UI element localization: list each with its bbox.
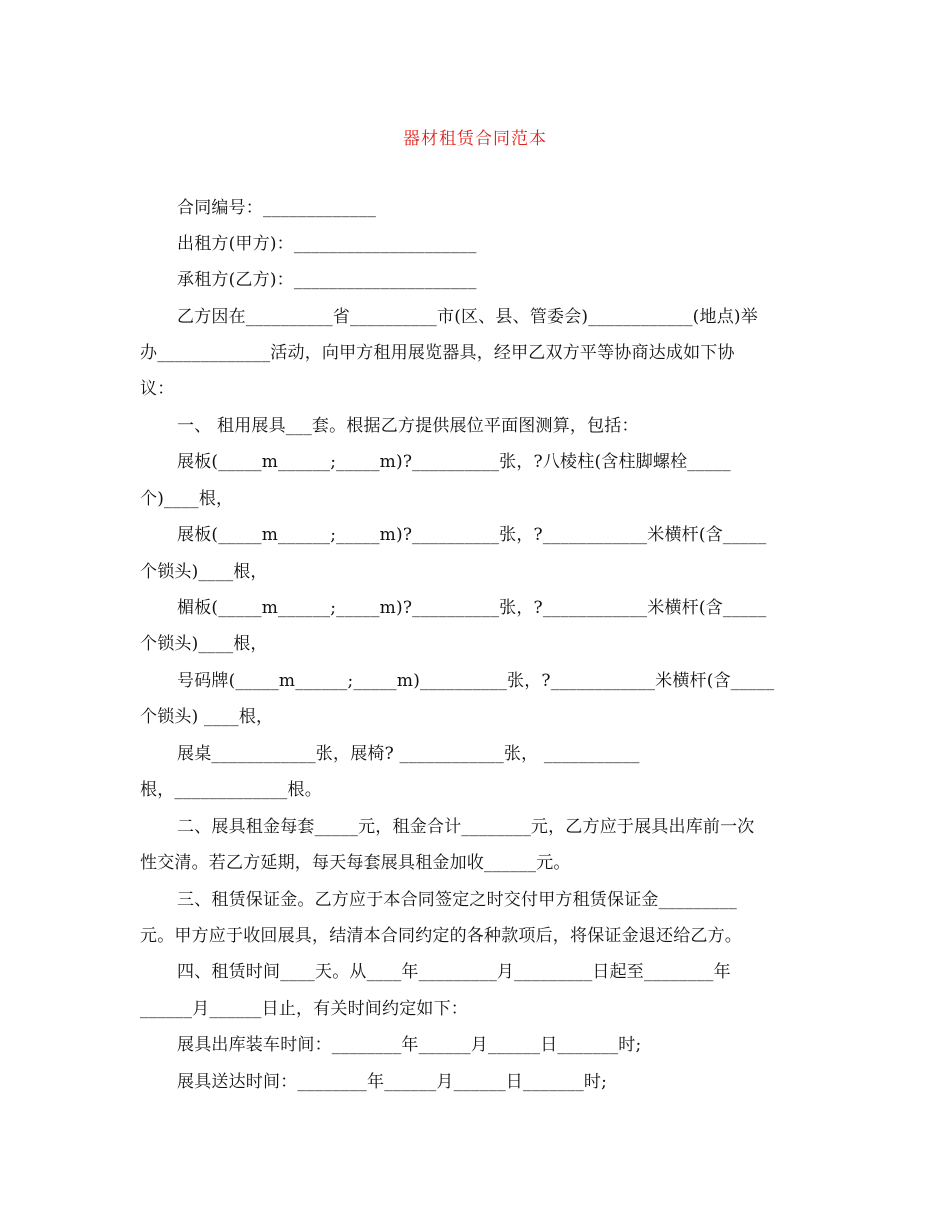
preamble-line-2: 办_____________活动，向甲方租用展览器具，经甲乙双方平等协商达成如下协 bbox=[140, 343, 735, 363]
item-panel-1: 展板(_____m______;_____m)?__________张，?八棱柱(含柱脚螺栓_____ bbox=[177, 452, 731, 472]
item-tables-chairs-cont: 根，_____________根。 bbox=[140, 780, 322, 800]
item-number-plate-cont: 个锁头) ____根， bbox=[140, 707, 274, 727]
item-panel-2: 展板(_____m______;_____m)?__________张，?____________米横杆(含_____ bbox=[177, 525, 767, 545]
item-tables-chairs: 展桌____________张，展椅? ____________张， ___________ bbox=[177, 744, 640, 764]
preamble-line-1: 乙方因在__________省__________市(区、县、管委会)____________(地点)举 bbox=[177, 307, 758, 327]
clause-1-heading: 一、 租用展具___套。根据乙方提供展位平面图测算，包括： bbox=[177, 416, 639, 436]
clause-4-line-2: ______月______日止，有关时间约定如下： bbox=[140, 999, 468, 1019]
delivery-time-line: 展具送达时间：________年______月______日_______时; bbox=[177, 1072, 608, 1092]
loading-time-line: 展具出库装车时间：________年______月______日_______时; bbox=[177, 1035, 642, 1055]
preamble-line-3: 议： bbox=[140, 379, 175, 399]
item-number-plate: 号码牌(_____m______;_____m)__________张，?____________米横杆(含_____ bbox=[177, 671, 775, 691]
lessee-line: 承租方(乙方)：_____________________ bbox=[177, 270, 477, 290]
clause-4-line-1: 四、租赁时间____天。从____年_________月_________日起至________年 bbox=[177, 962, 731, 982]
item-fascia-board: 楣板(_____m______;_____m)?__________张，?____________米横杆(含_____ bbox=[177, 598, 767, 618]
contract-number-line: 合同编号：_____________ bbox=[177, 198, 377, 218]
document-title: 器材租赁合同范本 bbox=[403, 129, 547, 149]
lessor-line: 出租方(甲方)：_____________________ bbox=[177, 234, 477, 254]
clause-2-line-1: 二、展具租金每套_____元，租金合计________元，乙方应于展具出库前一次 bbox=[177, 817, 755, 837]
item-fascia-board-cont: 个锁头)____根， bbox=[140, 634, 268, 654]
item-panel-2-cont: 个锁头)____根， bbox=[140, 562, 268, 582]
clause-3-line-2: 元。甲方应于收回展具，结清本合同约定的各种款项后，将保证金退还给乙方。 bbox=[140, 926, 742, 946]
clause-3-line-1: 三、租赁保证金。乙方应于本合同签定之时交付甲方租赁保证金_________ bbox=[177, 890, 737, 910]
item-panel-1-cont: 个)____根， bbox=[140, 489, 234, 509]
clause-2-line-2: 性交清。若乙方延期，每天每套展具租金加收______元。 bbox=[140, 853, 571, 873]
